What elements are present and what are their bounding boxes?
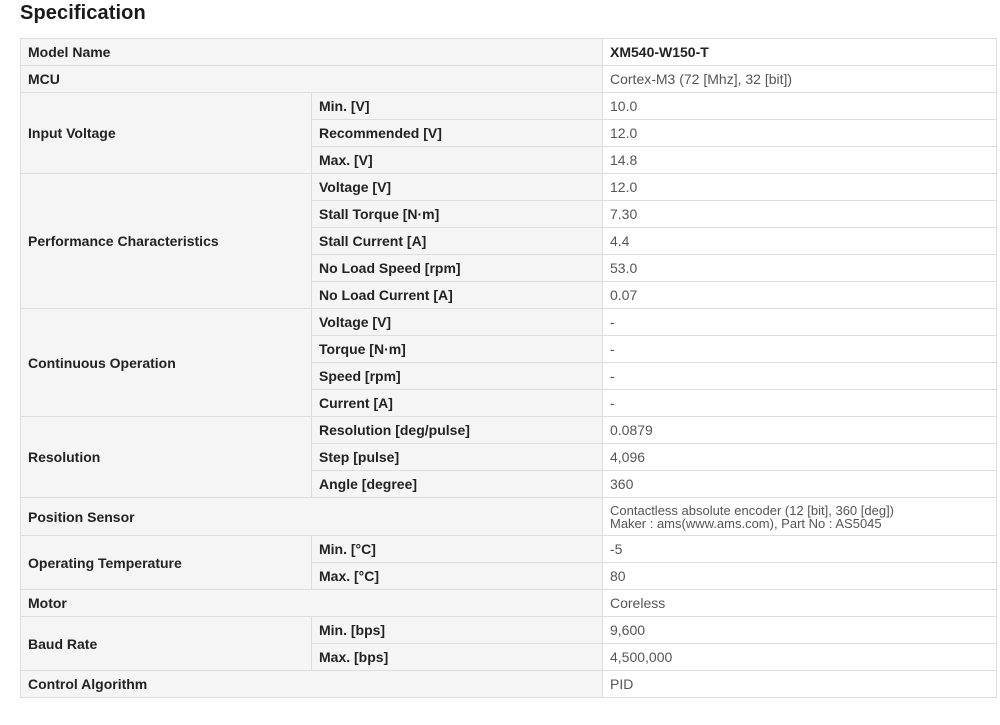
angle-value: 360 bbox=[603, 471, 997, 498]
input-voltage-max-value: 14.8 bbox=[603, 147, 997, 174]
continuous-speed-label: Speed [rpm] bbox=[312, 363, 603, 390]
position-sensor-value bbox=[603, 498, 997, 536]
input-voltage-min-value: 10.0 bbox=[603, 93, 997, 120]
continuous-speed-value: - bbox=[603, 363, 997, 390]
table-row-motor bbox=[21, 590, 997, 617]
no-load-speed-label: No Load Speed [rpm] bbox=[312, 255, 603, 282]
resolution-deg-label: Resolution [deg/pulse] bbox=[312, 417, 603, 444]
input-voltage-label: Input Voltage bbox=[21, 93, 312, 174]
motor-label: Motor bbox=[21, 590, 603, 617]
mcu-label: MCU bbox=[21, 66, 603, 93]
position-sensor-line2: Maker : ams(www.ams.com), Part No : AS5045 bbox=[610, 515, 882, 531]
continuous-torque-label: Torque [N·m] bbox=[312, 336, 603, 363]
continuous-operation-label: Continuous Operation bbox=[21, 309, 312, 417]
temperature-max-label: Max. [°C] bbox=[312, 563, 603, 590]
input-voltage-recommended-value: 12.0 bbox=[603, 120, 997, 147]
step-value: 4,096 bbox=[603, 444, 997, 471]
table-row bbox=[21, 417, 997, 444]
position-sensor-line1: Contactless absolute encoder (12 [bit], 360 [deg]) bbox=[610, 502, 895, 518]
stall-current-label: Stall Current [A] bbox=[312, 228, 603, 255]
table-row bbox=[21, 536, 997, 563]
resolution-deg-value: 0.0879 bbox=[603, 417, 997, 444]
control-algorithm-label: Control Algorithm bbox=[21, 671, 603, 698]
stall-torque-value: 7.30 bbox=[603, 201, 997, 228]
resolution-label: Resolution bbox=[21, 417, 312, 498]
baud-rate-label: Baud Rate bbox=[21, 617, 312, 671]
table-row-control-algorithm bbox=[21, 671, 997, 698]
performance-label: Performance Characteristics bbox=[21, 174, 312, 309]
stall-torque-label: Stall Torque [N·m] bbox=[312, 201, 603, 228]
table-row-model-name bbox=[21, 39, 997, 66]
model-name-label: Model Name bbox=[21, 39, 603, 66]
continuous-torque-value: - bbox=[603, 336, 997, 363]
baud-rate-min-value: 9,600 bbox=[603, 617, 997, 644]
table-row-mcu bbox=[21, 66, 997, 93]
input-voltage-max-label: Max. [V] bbox=[312, 147, 603, 174]
specification-table bbox=[20, 38, 997, 698]
continuous-current-label: Current [A] bbox=[312, 390, 603, 417]
table-row bbox=[21, 93, 997, 120]
step-label: Step [pulse] bbox=[312, 444, 603, 471]
control-algorithm-value: PID bbox=[603, 671, 997, 698]
table-row-position-sensor bbox=[21, 498, 997, 536]
temperature-min-label: Min. [°C] bbox=[312, 536, 603, 563]
stall-current-value: 4.4 bbox=[603, 228, 997, 255]
table-row bbox=[21, 309, 997, 336]
performance-voltage-value: 12.0 bbox=[603, 174, 997, 201]
continuous-current-value: - bbox=[603, 390, 997, 417]
no-load-speed-value: 53.0 bbox=[603, 255, 997, 282]
no-load-current-value: 0.07 bbox=[603, 282, 997, 309]
temperature-max-value: 80 bbox=[603, 563, 997, 590]
input-voltage-min-label: Min. [V] bbox=[312, 93, 603, 120]
baud-rate-max-label: Max. [bps] bbox=[312, 644, 603, 671]
baud-rate-min-label: Min. [bps] bbox=[312, 617, 603, 644]
position-sensor-label: Position Sensor bbox=[21, 498, 603, 536]
page-title: Specification bbox=[20, 2, 146, 24]
motor-value: Coreless bbox=[603, 590, 997, 617]
temperature-min-value: -5 bbox=[603, 536, 997, 563]
operating-temperature-label: Operating Temperature bbox=[21, 536, 312, 590]
table-row bbox=[21, 617, 997, 644]
baud-rate-max-value: 4,500,000 bbox=[603, 644, 997, 671]
input-voltage-recommended-label: Recommended [V] bbox=[312, 120, 603, 147]
angle-label: Angle [degree] bbox=[312, 471, 603, 498]
performance-voltage-label: Voltage [V] bbox=[312, 174, 603, 201]
continuous-voltage-label: Voltage [V] bbox=[312, 309, 603, 336]
no-load-current-label: No Load Current [A] bbox=[312, 282, 603, 309]
model-name-value: XM540-W150-T bbox=[603, 39, 997, 66]
continuous-voltage-value: - bbox=[603, 309, 997, 336]
mcu-value: Cortex-M3 (72 [Mhz], 32 [bit]) bbox=[603, 66, 997, 93]
table-row bbox=[21, 174, 997, 201]
